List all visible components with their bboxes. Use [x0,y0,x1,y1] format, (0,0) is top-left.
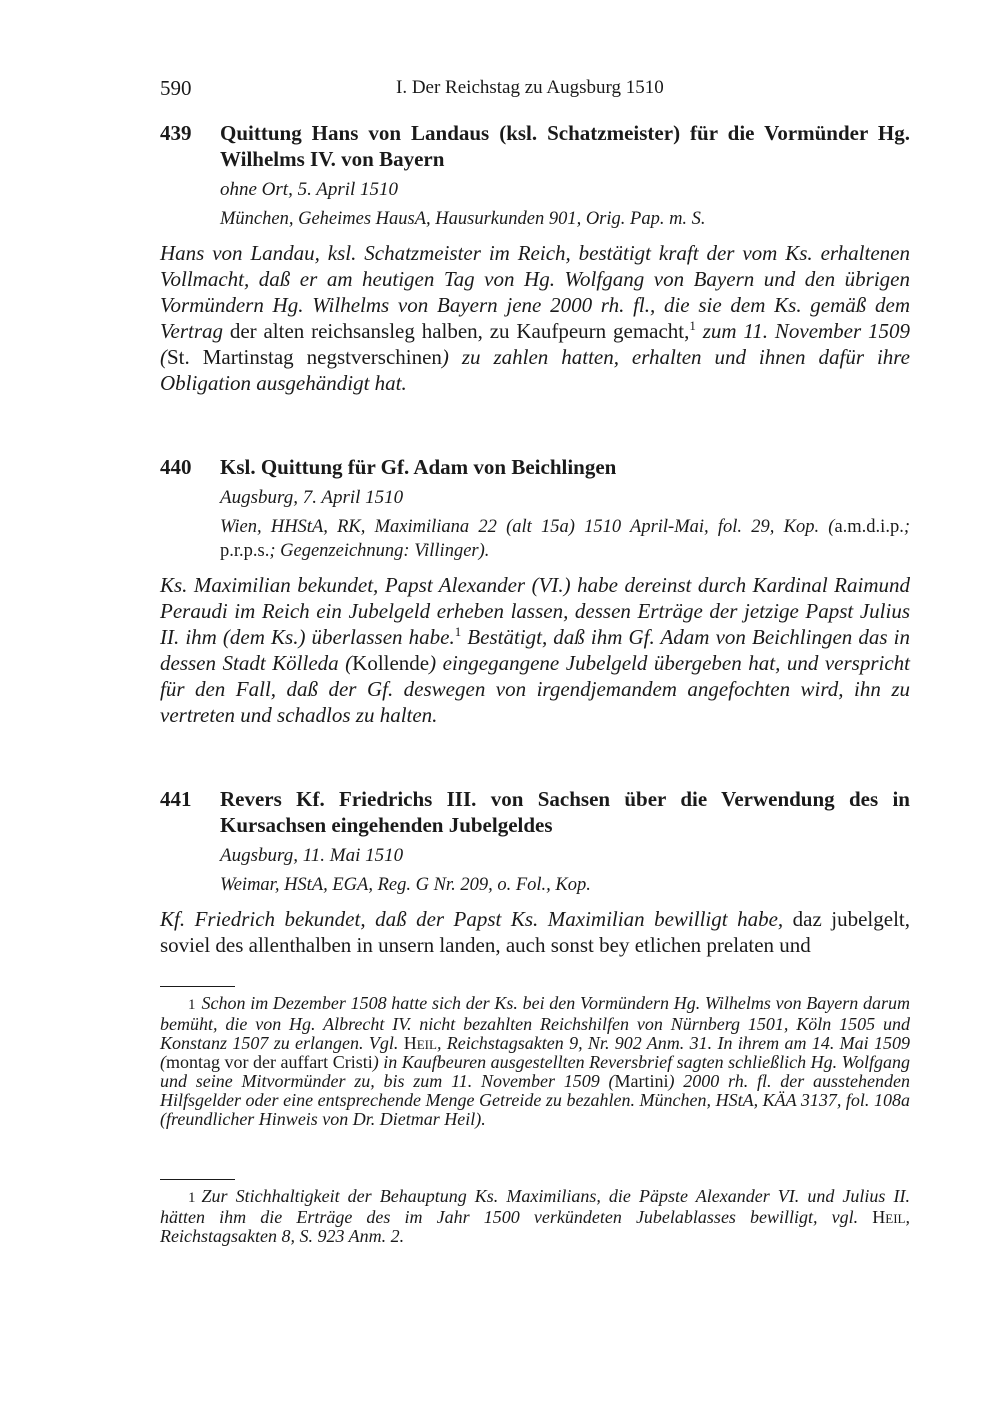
quoted-text: Martini [614,1071,669,1091]
abstract-text: ) zu zahlen hatten, erhalten und ihnen dafür ihre Obligation ausgehändigt hat. [160,345,910,395]
quoted-text: St. Martinstag negstverschinen [167,345,442,369]
entry-heading [160,120,910,172]
abstract-text: Ks. Maximilian bekundet, Papst Alexander (VI.) habe dereinst durch Kardinal Raimund Peraudi im Reich ein Jubelgeld erheben lassen, dessen Erträge der jetzige Papst Julius II. ihm (dem Ks.) überlassen habe. [160,573,910,649]
quoted-text: montag vor der auffart Cristi [166,1052,373,1072]
running-head [160,76,910,106]
entry-441 [160,786,910,958]
footnote-rule [160,1179,235,1180]
entry-440 [160,454,910,728]
author-name: Heil [403,1033,437,1053]
footnote-ref[interactable]: 1 [454,624,462,639]
entry-number: 441 [160,787,192,811]
entry-title: Ksl. Quittung für Gf. Adam von Beichlingen [220,455,617,479]
entry-title: Quittung Hans von Landaus (ksl. Schatzmeister) für die Vormünder Hg. Wilhelms IV. von Bayern [220,121,910,171]
footnote: 1 Schon im Dezember 1508 hatte sich der Ks. bei den Vormündern Hg. Wilhelms von Bayern darum bemüht, die von Hg. Albrecht IV. nicht bezahlten Reichshilfen von Nürnberg 1501, Köln 1505 und Konstanz 1507 zu erlangen. Vgl. Heil, Reichstagsakten 9, Nr. 902 Anm. 31. In ihrem am 14. Mai 1509 (montag vor der auffart Cristi) in Kaufbeuren ausgestellten Reversbrief sagten schließlich Hg. Wolfgang und seine Mitvormünder zu, bis zum 11. November 1509 (Martini) 2000 rh. fl. der ausstehenden Hilfsgelder oder eine entsprechende Menge Getreide zu bezahlen. München, HStA, KÄA 3137, fol. 108a (freundlicher Hinweis von Dr. Dietmar Heil). [160,993,910,1129]
footnote-number: 1 [188,997,196,1013]
running-title: I. Der Reichstag zu Augsburg 1510 [396,77,664,98]
footnote-rule [160,986,235,987]
abstract-text: ) eingegangene Jubelgeld übergeben hat, und verspricht für den Fall, daß der Gf. deswegen von irgendjemandem angefochten wird, ihn zu vertreten und schadlos zu halten. [160,651,910,727]
entry-abstract [160,240,910,396]
main-page [160,76,910,958]
entry-source: Weimar, HStA, EGA, Reg. G Nr. 209, o. Fol., Kop. [220,875,591,895]
abstract-text: Hans von Landau, ksl. Schatzmeister im Reich, bestätigt kraft der vom Ks. erhaltenen Vollmacht, daß er am heutigen Tag von Hg. Wolfgang von Bayern und den übrigen Vormündern Hg. Wilhelms von Bayern jene 2000 rh. fl., die sie dem Ks. gemäß dem Vertrag [160,241,910,343]
footnote: 1 Zur Stichhaltigkeit der Behauptung Ks. Maximilians, die Päpste Alexander VI. und Julius II. hätten ihm die Erträge des im Jahr 1500 verkündeten Jubelablasses bewilligt, vgl. Heil, Reichstagsakten 8, S. 923 Anm. 2. [160,1186,910,1246]
entry-source: München, Geheimes HausA, Hausurkunden 901, Orig. Pap. m. S. [220,209,706,229]
entry-heading [160,786,910,838]
footnote-block-1 [160,986,910,1129]
quoted-text: der alten reichsansleg halben, zu Kaufpeurn gemacht, [223,319,690,343]
entry-source: Wien, HHStA, RK, Maximiliana 22 (alt 15a) 1510 April-Mai, fol. 29, Kop. (a.m.d.i.p.; p.r.p.s.; Gegenzeichnung: Villinger). [220,517,910,561]
abstract-text: Kf. Friedrich bekundet, daß der Papst Ks. Maximilian bewilligt habe, [160,907,784,931]
entry-number: 439 [160,121,192,145]
entry-number: 440 [160,455,192,479]
entry-title: Revers Kf. Friedrichs III. von Sachsen über die Verwendung des in Kursachsen eingehenden Jubelgeldes [220,787,910,837]
entry-heading [160,454,910,480]
entry-abstract [160,572,910,728]
abstract-text: Bestätigt, daß ihm Gf. Adam von Beichlingen das in dessen Stadt Kölleda ( [160,625,910,675]
abstract-text: zum 11. November 1509 ( [160,319,910,369]
page-number: 590 [160,76,192,100]
entry-abstract [160,906,910,958]
entry-date: Augsburg, 11. Mai 1510 [220,845,404,866]
entry-439 [160,120,910,396]
footnote-block-2 [160,1179,910,1246]
quoted-text: Kollende [352,651,430,675]
entry-date: ohne Ort, 5. April 1510 [220,179,399,200]
entry-date: Augsburg, 7. April 1510 [220,487,404,508]
quoted-text: daz jubelgelt, soviel des allenthalben in unsern landen, auch sonst bey etlichen prelaten und [160,907,910,957]
footnote-ref[interactable]: 1 [689,318,696,333]
footnote-number: 1 [188,1190,196,1206]
author-name: Heil [872,1207,906,1227]
